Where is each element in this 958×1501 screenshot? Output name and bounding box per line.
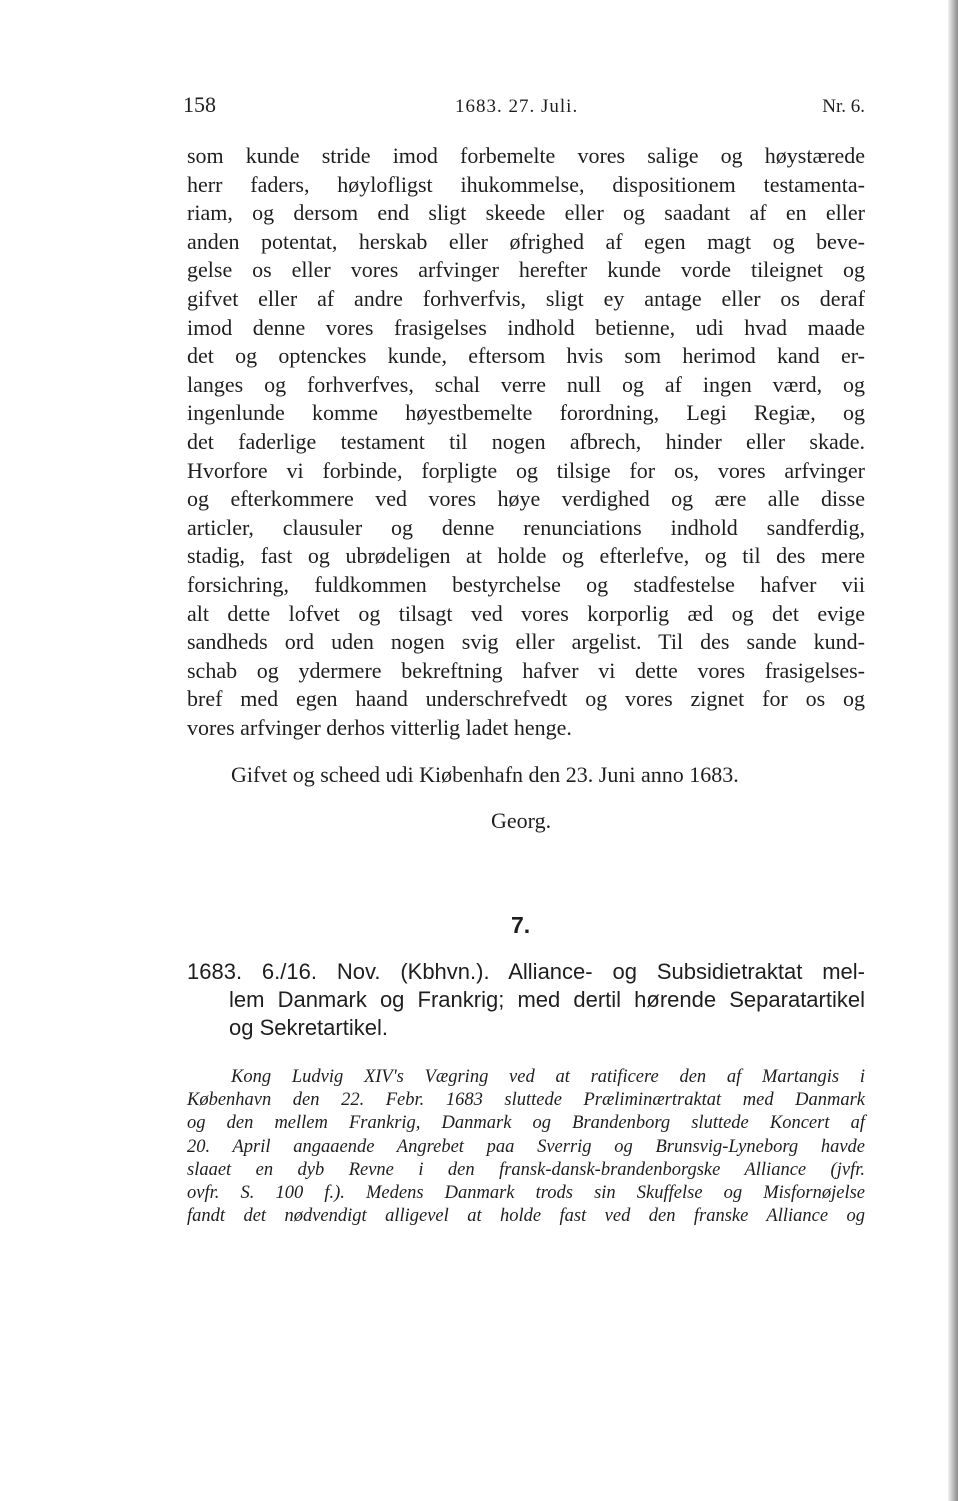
intro-line: ovfr. S. 100 f.). Medens Danmark trods sin Skuffelse og Misfornøjelse — [187, 1183, 865, 1204]
body-line: gifvet eller af andre forhverfvis, sligt ey antage eller os deraf — [187, 285, 865, 311]
body-line: forsichring, fuldkommen bestyrchelse og stadfestelse hafver vii — [187, 571, 865, 597]
body-line: stadig, fast og ubrødeligen at holde og efterlefve, og til des mere — [187, 543, 865, 569]
dateline: Gifvet og scheed udi Kiøbenhafn den 23. Juni anno 1683. — [231, 762, 739, 787]
body-line: det og optenckes kunde, eftersom hvis som herimod kand er- — [187, 343, 865, 369]
section-heading — [187, 958, 865, 1042]
body-line: articler, clausuler og denne renunciations indhold sandferdig, — [187, 514, 865, 540]
intro-line: fandt det nødvendigt alligevel at holde fast ved den franske Alliance og — [187, 1206, 865, 1227]
document-number: Nr. 6. — [822, 96, 865, 117]
heading-line: og Sekretartikel. — [229, 1015, 388, 1040]
running-header — [183, 92, 865, 122]
heading-line: 1683. 6./16. Nov. (Kbhvn.). Alliance- og Subsidietraktat mel- — [187, 959, 865, 984]
body-line: riam, og dersom end sligt skeede eller og saadant af en eller — [187, 200, 865, 226]
body-line: og efterkommere ved vores høye verdighed og ære alle disse — [187, 486, 865, 512]
intro-line: København den 22. Febr. 1683 sluttede Præliminærtraktat med Danmark — [187, 1090, 865, 1111]
body-line: bref med egen haand underschrefvedt og vores zignet for os og — [187, 686, 865, 712]
body-line: det faderlige testament til nogen afbrech, hinder eller skade. — [187, 428, 865, 454]
intro-line: slaaet en dyb Revne i den fransk-dansk-brandenborgske Alliance (jvfr. — [187, 1159, 865, 1180]
heading-line: lem Danmark og Frankrig; med dertil hørende Separatartikel — [229, 987, 865, 1012]
intro-line: 20. April angaaende Angrebet paa Sverrig og Brunsvig-Lyneborg havde — [187, 1136, 865, 1157]
intro-line: og den mellem Frankrig, Danmark og Brandenborg sluttede Koncert af — [187, 1113, 865, 1134]
intro-line: Kong Ludvig XIV's Vægring ved at ratificere den af Martangis i — [231, 1067, 865, 1087]
introductory-note — [187, 1066, 865, 1228]
body-line: ingenlunde komme høyestbemelte forordning, Legi Regiæ, og — [187, 400, 865, 426]
body-line: Hvorfore vi forbinde, forpligte og tilsige for os, vores arfvinger — [187, 457, 865, 483]
body-line: schab og ydermere bekreftning hafver vi dette vores frasigelses- — [187, 657, 865, 683]
body-line: alt dette lofvet og tilsagt ved vores korporlig æd og det evige — [187, 600, 865, 626]
page-number: 158 — [183, 92, 216, 117]
page-edge-shadow — [948, 0, 958, 1501]
body-line: vores arfvinger derhos vitterlig ladet henge. — [187, 714, 572, 740]
section-number: 7. — [511, 912, 531, 938]
body-line: anden potentat, herskab eller øfrighed af egen magt og beve- — [187, 228, 865, 254]
body-line: sandheds ord uden nogen svig eller argelist. Til des sande kund- — [187, 629, 865, 655]
body-line: langes og forhverfves, schal verre null og af ingen værd, og — [187, 371, 865, 397]
signature: Georg. — [491, 808, 552, 833]
body-line: imod denne vores frasigelses indhold betienne, udi hvad maade — [187, 314, 865, 340]
body-line: som kunde stride imod forbemelte vores salige og høystærede — [187, 143, 865, 168]
document-body — [187, 142, 865, 742]
running-date: 1683. 27. Juli. — [455, 96, 579, 117]
body-line: gelse os eller vores arfvinger herefter kunde vorde tileignet og — [187, 257, 865, 283]
body-line: herr faders, høylofligst ihukommelse, dispositionem testamenta- — [187, 171, 865, 197]
